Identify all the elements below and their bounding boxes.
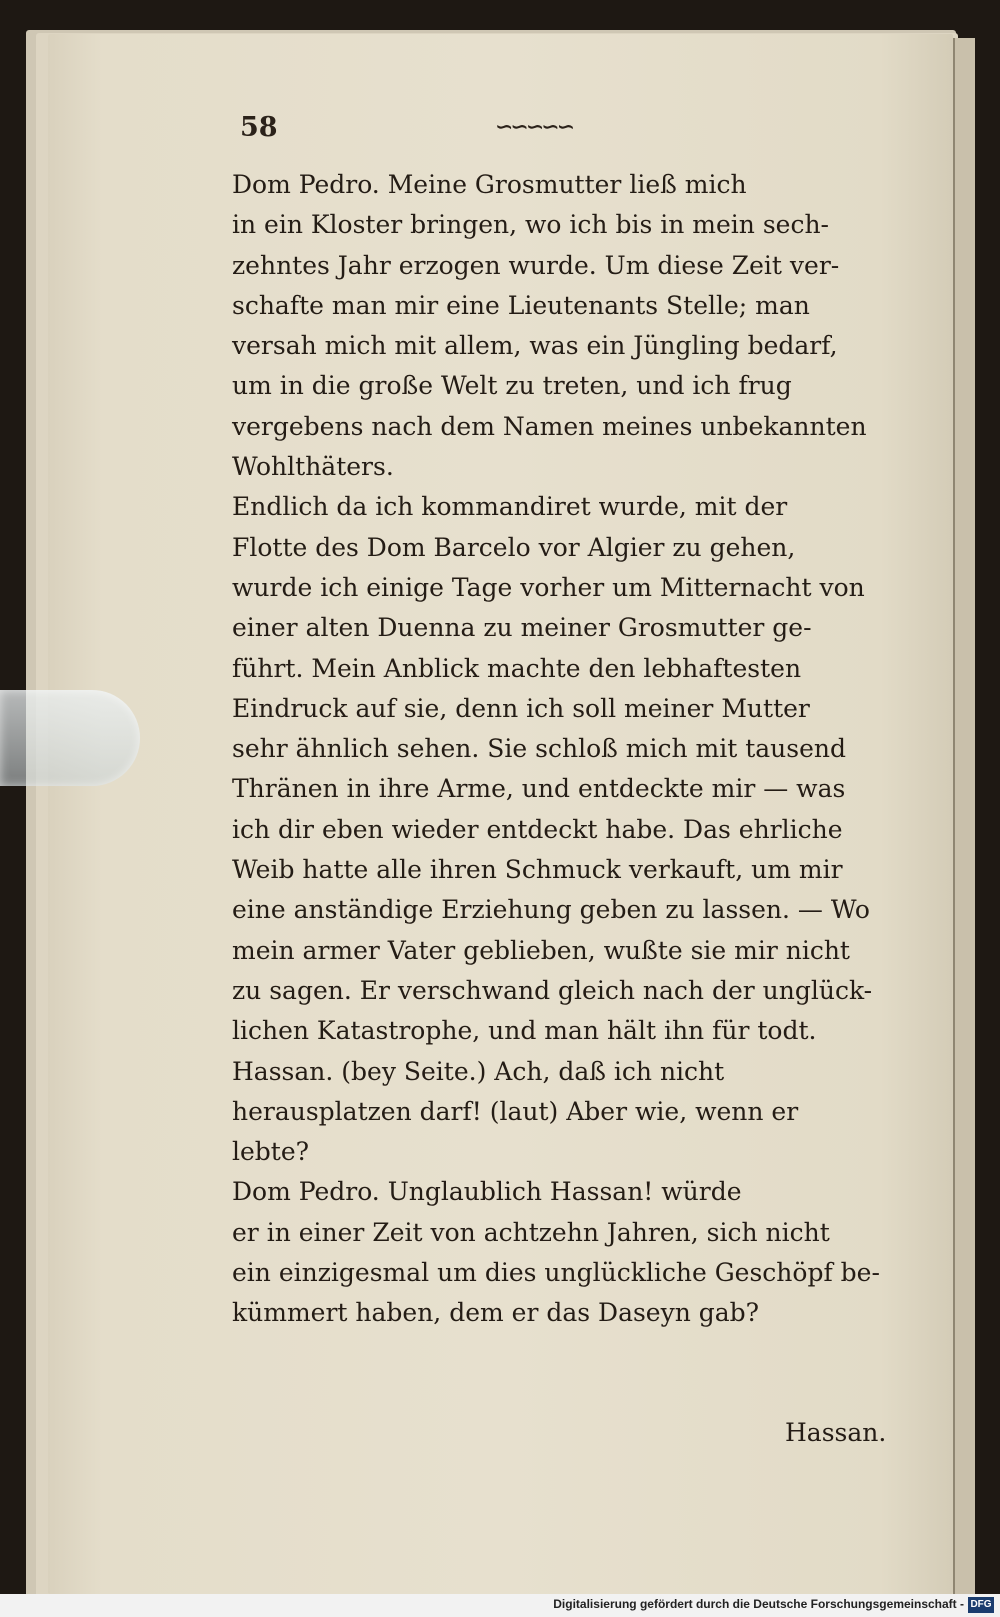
text-line: Dom Pedro. Unglaublich Hassan! würde — [232, 1177, 742, 1207]
facing-page-edge — [953, 38, 975, 1598]
text-line: Wohlthäters. — [232, 452, 394, 482]
text-line: schafte man mir eine Lieutenants Stelle; man — [232, 290, 810, 320]
text-line: um in die große Welt zu treten, und ich frug — [232, 371, 792, 401]
text-line: sehr ähnlich sehen. Sie schloß mich mit tausend — [232, 734, 847, 764]
text-line: Flotte des Dom Barcelo vor Algier zu gehen, — [232, 532, 796, 562]
text-line: eine anständige Erziehung geben zu lassen. — Wo — [232, 895, 870, 925]
text-line: vergebens nach dem Namen meines unbekannten — [232, 411, 867, 441]
text-line: Weib hatte alle ihren Schmuck verkauft, um mir — [232, 855, 843, 885]
text-line: Eindruck auf sie, denn ich soll meiner Mutter — [232, 693, 810, 723]
catchword: Hassan. — [785, 1418, 887, 1447]
text-line: zehntes Jahr erzogen wurde. Um diese Zeit ver- — [232, 250, 840, 280]
page-number: 58 — [240, 112, 278, 143]
footer-bar — [0, 1594, 1000, 1617]
text-line: zu sagen. Er verschwand gleich nach der unglück- — [232, 975, 873, 1005]
text-line: in ein Kloster bringen, wo ich bis in mein sech- — [232, 210, 829, 240]
text-line: herausplatzen darf! (laut) Aber wie, wenn er — [232, 1096, 799, 1126]
text-line: ich dir eben wieder entdeckt habe. Das ehrliche — [232, 814, 843, 844]
text-line: er in einer Zeit von achtzehn Jahren, sich nicht — [232, 1217, 830, 1247]
text-line: lichen Katastrophe, und man hält ihn für todt. — [232, 1016, 817, 1046]
dfg-logo: DFG — [968, 1597, 994, 1613]
page-header — [240, 112, 880, 152]
text-line: lebte? — [232, 1137, 310, 1167]
text-line: versah mich mit allem, was ein Jüngling bedarf, — [232, 331, 838, 361]
text-line: führt. Mein Anblick machte den lebhaftesten — [232, 653, 802, 683]
text-line: einer alten Duenna zu meiner Grosmutter ge- — [232, 613, 812, 643]
footer-credit: Digitalisierung gefördert durch die Deutsche Forschungsgemeinschaft - — [553, 1597, 964, 1611]
page-text — [232, 165, 880, 1334]
text-line: wurde ich einige Tage vorher um Mitternacht von — [232, 572, 865, 602]
text-line: ein einzigesmal um dies unglückliche Geschöpf be- — [232, 1258, 880, 1288]
text-line: Endlich da ich kommandiret wurde, mit der — [232, 492, 788, 522]
text-line: Hassan. (bey Seite.) Ach, daß ich nicht — [232, 1056, 725, 1086]
text-line: Thränen in ihre Arme, und entdeckte mir — was — [232, 774, 846, 804]
text-line: kümmert haben, dem er das Daseyn gab? — [232, 1298, 760, 1328]
text-line: Dom Pedro. Meine Grosmutter ließ mich — [232, 170, 747, 199]
text-line: mein armer Vater geblieben, wußte sie mir nicht — [232, 935, 850, 965]
page-clip — [0, 690, 140, 786]
header-ornament: ∽∽∽∽∽ — [495, 114, 573, 140]
